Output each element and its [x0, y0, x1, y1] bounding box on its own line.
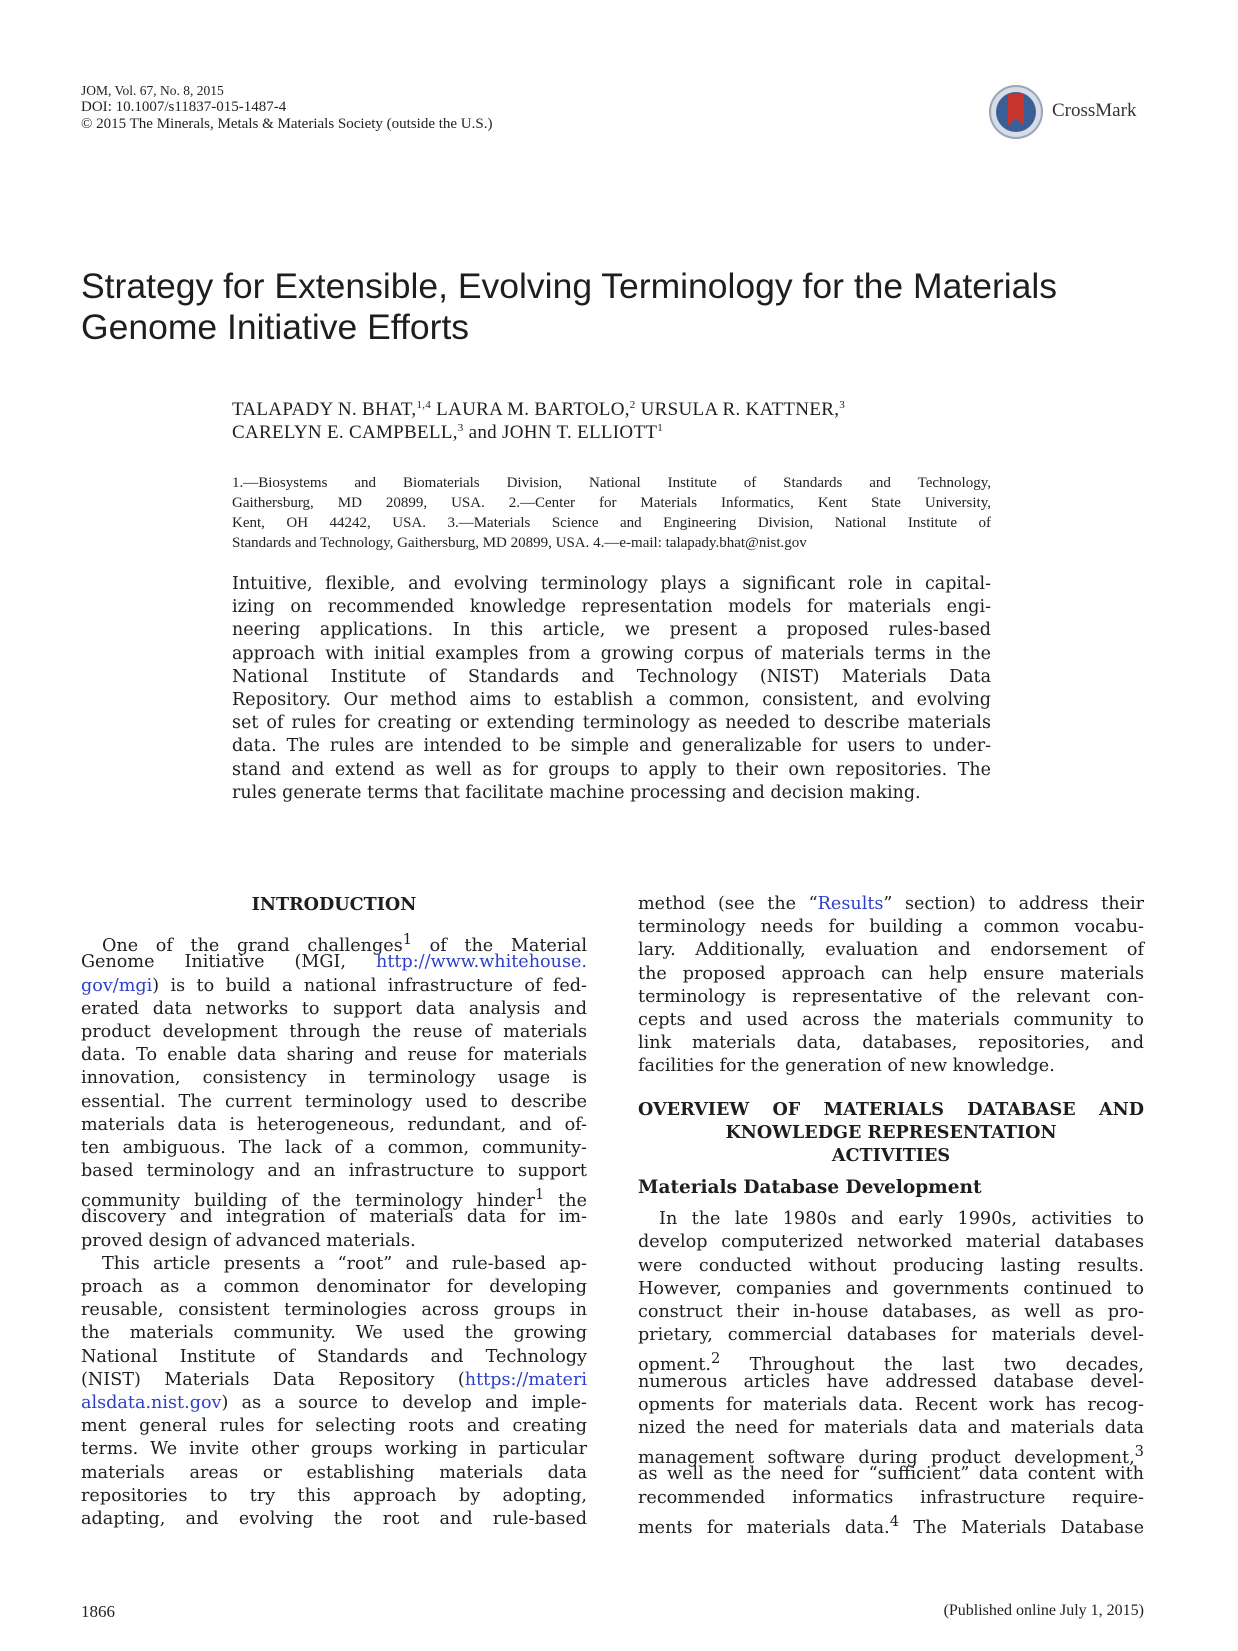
- citation-1[interactable]: 1: [534, 1186, 545, 1204]
- text-line: data. To enable data sharing and reuse for materials: [81, 1045, 587, 1066]
- author-kattner: URSULA R. KATTNER,: [635, 399, 840, 420]
- citation-3[interactable]: 3: [1134, 1443, 1144, 1461]
- text-line: proved design of advanced materials.: [81, 1230, 416, 1251]
- text-line: product development through the reuse of materials: [81, 1021, 587, 1042]
- affiliations: [232, 473, 991, 553]
- affiliation-line: Kent, OH 44242, USA. 3.—Materials Science and Engineering Division, National Institute of: [232, 515, 991, 531]
- text-line: innovation, consistency in terminology usage is: [81, 1068, 587, 1089]
- abstract-line: Intuitive, flexible, and evolving terminology plays a significant role in capital-: [232, 574, 991, 594]
- text-line: recommended informatics infrastructure require-: [638, 1487, 1144, 1508]
- text-line: opments for materials data. Recent work has recog-: [638, 1394, 1144, 1415]
- text-line: terminology needs for building a common vocabu-: [638, 917, 1144, 938]
- text-line: prietary, commercial databases for materials devel-: [638, 1325, 1144, 1346]
- text-line: cepts and used across the materials community to: [638, 1009, 1144, 1030]
- text-line: terminology is representative of the relevant con-: [638, 986, 1144, 1007]
- abstract-line: rules generate terms that facilitate machine processing and decision making.: [232, 782, 921, 803]
- nist-repository-link[interactable]: https://materi: [464, 1369, 587, 1390]
- author-bartolo: LAURA M. BARTOLO,: [431, 399, 630, 420]
- text-line: link materials data, databases, repositories, and: [638, 1033, 1144, 1054]
- abstract-line: data. The rules are intended to be simple and generalizable for users to under-: [232, 736, 991, 757]
- text-line: were conducted without producing lasting results.: [638, 1255, 1144, 1276]
- abstract-line: izing on recommended knowledge representation models for materials engi-: [232, 597, 991, 618]
- authors-line-1: TALAPADY N. BHAT,$^{1,4}$ LAURA M. BARTOLO,$^2$ URSULA R. KATTNER,$^3$: [232, 399, 846, 420]
- mgi-link[interactable]: http://www.whitehouse.: [376, 952, 587, 973]
- abstract-line: National Institute of Standards and Technology (NIST) Materials Data: [232, 666, 991, 687]
- text-line: terms. We invite other groups working in particular: [81, 1439, 587, 1460]
- journal-header: [81, 82, 492, 133]
- text-line: develop computerized networked material databases: [638, 1232, 1144, 1253]
- abstract-line: stand and extend as well as for groups to apply to their own repositories. The: [232, 759, 991, 780]
- affiliation-line: Standards and Technology, Gaithersburg, MD 20899, USA. 4.—e-mail: talapady.bhat@nist.gov: [232, 535, 807, 551]
- text-line: lary. Additionally, evaluation and endorsement of: [638, 940, 1144, 961]
- title-line-2: Genome Initiative Efforts: [81, 307, 470, 347]
- text-line: facilities for the generation of new knowledge.: [638, 1056, 1055, 1077]
- section-heading-overview-3: ACTIVITIES: [831, 1144, 951, 1166]
- publication-date: (Published online July 1, 2015): [943, 1602, 1144, 1619]
- text-line: opment.$^2$ Throughout the last two decades,: [638, 1350, 1144, 1376]
- text-line: adapting, and evolving the root and rule-based: [81, 1508, 587, 1529]
- text-line: alsdata.nist.gov) as a source to develop and imple-: [81, 1392, 587, 1413]
- text-line: This article presents a “root” and rule-based ap-: [102, 1253, 587, 1274]
- citation-2[interactable]: 2: [710, 1350, 721, 1368]
- text-line: However, companies and governments continued to: [638, 1278, 1144, 1299]
- page-number: 1866: [81, 1602, 115, 1621]
- section-heading-overview-2: KNOWLEDGE REPRESENTATION: [725, 1121, 1057, 1143]
- article-title: [81, 266, 1161, 348]
- journal-citation: JOM, Vol. 67, No. 8, 2015: [81, 83, 224, 98]
- text-line: materials data is heterogeneous, redundant, and of-: [81, 1114, 587, 1135]
- text-line: construct their in-house databases, as well as pro-: [638, 1302, 1144, 1322]
- subsection-heading-database-development: Materials Database Development: [638, 1177, 982, 1199]
- column-right: [638, 893, 1144, 1538]
- doi[interactable]: DOI: 10.1007/s11837-015-1487-4: [81, 99, 287, 115]
- nist-repository-link-cont[interactable]: alsdata.nist.gov: [81, 1392, 222, 1413]
- text-line: erated data networks to support data analysis and: [81, 998, 587, 1019]
- title-line-1: Strategy for Extensible, Evolving Terminology for the Materials: [81, 266, 1058, 306]
- text-line: One of the grand challenges$^1$ of the Material: [102, 931, 587, 957]
- abstract: [232, 573, 991, 805]
- text-line: (NIST) Materials Data Repository (https://materi: [81, 1369, 587, 1390]
- author-bhat: TALAPADY N. BHAT,: [232, 399, 417, 420]
- abstract-line: Repository. Our method aims to establish a common, consistent, and evolving: [232, 689, 991, 710]
- abstract-line: neering applications. In this article, we present a proposed rules-based: [232, 620, 991, 641]
- text-line: numerous articles have addressed database devel-: [638, 1371, 1144, 1392]
- author-campbell: CARELYN E. CAMPBELL,: [232, 422, 458, 443]
- text-line: materials areas or establishing materials data: [81, 1462, 587, 1483]
- text-line: as well as the need for “sufficient” data content with: [638, 1464, 1144, 1485]
- citation-4[interactable]: 4: [889, 1512, 900, 1530]
- text-line: gov/mgi) is to build a national infrastructure of fed-: [81, 975, 587, 996]
- crossmark-icon: [988, 84, 1044, 140]
- text-line: reusable, consistent terminologies across groups in: [81, 1300, 587, 1321]
- column-left: [81, 894, 587, 1531]
- text-line: management software during product development,$^3$: [638, 1443, 1144, 1468]
- mgi-link-cont[interactable]: gov/mgi: [81, 975, 153, 996]
- text-line: method (see the “Results” section) to address their: [638, 894, 1144, 914]
- text-line: ments for materials data.$^4$ The Materials Database: [638, 1512, 1144, 1538]
- affiliation-line: 1.—Biosystems and Biomaterials Division, National Institute of Standards and Technology,: [232, 475, 991, 491]
- crossmark-label[interactable]: CrossMark: [1052, 100, 1137, 121]
- section-heading-overview: OVERVIEW OF MATERIALS DATABASE AND: [638, 1098, 1144, 1120]
- text-line: based terminology and an infrastructure to support: [81, 1161, 587, 1182]
- author-elliott: and JOHN T. ELLIOTT: [463, 422, 658, 443]
- text-line: proach as a common denominator for developing: [81, 1277, 587, 1297]
- text-line: nized the need for materials data and materials data: [638, 1417, 1144, 1438]
- authors-line-2: CARELYN E. CAMPBELL,$^3$ and JOHN T. ELLIOTT$^1$: [232, 422, 664, 443]
- text-line: the proposed approach can help ensure materials: [638, 963, 1144, 984]
- text-line: Genome Initiative (MGI, http://www.whitehouse.: [81, 952, 587, 973]
- text-line: discovery and integration of materials data for im-: [81, 1207, 587, 1228]
- copyright: © 2015 The Minerals, Metals & Materials Society (outside the U.S.): [81, 116, 493, 132]
- text-line: essential. The current terminology used to describe: [81, 1091, 587, 1112]
- text-line: ten ambiguous. The lack of a common, community-: [81, 1137, 587, 1158]
- abstract-line: approach with initial examples from a growing corpus of materials terms in the: [232, 643, 991, 664]
- section-heading-introduction: INTRODUCTION: [251, 894, 417, 915]
- text-line: community building of the terminology hinder$^1$ the: [81, 1186, 587, 1212]
- citation-1[interactable]: 1: [402, 931, 413, 949]
- author-list: [232, 398, 1032, 444]
- text-line: National Institute of Standards and Technology: [81, 1346, 587, 1367]
- text-line: the materials community. We used the growing: [81, 1323, 587, 1344]
- results-section-link[interactable]: Results: [817, 894, 884, 914]
- affiliation-line: Gaithersburg, MD 20899, USA. 2.—Center for Materials Informatics, Kent State University,: [232, 495, 991, 511]
- text-line: ment general rules for selecting roots and creating: [81, 1416, 587, 1437]
- abstract-line: set of rules for creating or extending terminology as needed to describe materials: [232, 713, 991, 734]
- text-line: In the late 1980s and early 1990s, activities to: [659, 1209, 1144, 1230]
- text-line: repositories to try this approach by adopting,: [81, 1485, 587, 1506]
